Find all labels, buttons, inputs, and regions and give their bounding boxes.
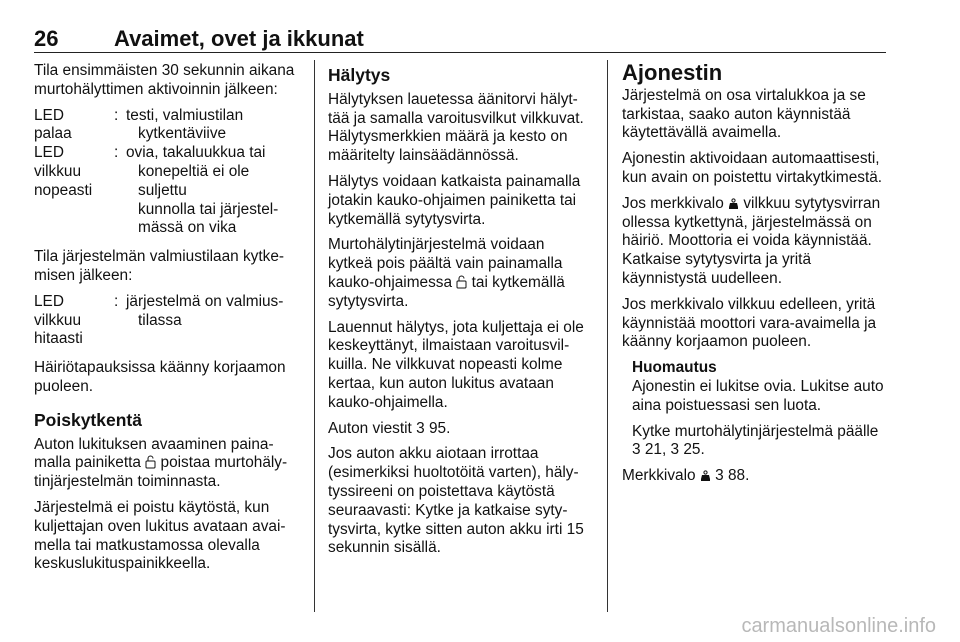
page-ref-link[interactable]: 21, (644, 441, 667, 459)
led-row (34, 293, 296, 349)
column-left (34, 62, 296, 581)
watermark[interactable]: carmanualsonline.info (741, 615, 936, 637)
led-value: järjestelmä on valmius- (126, 292, 284, 310)
page-number: 26 (34, 26, 59, 51)
note-paragraph: Ajonestin ei lukitse ovia. Lukitse auto aina poistuessasi sen luota. (632, 377, 884, 414)
halytys-paragraph: Hälytys voidaan katkaista painamalla jotakin kauko-ohjaimen painiketta tai kytkemällä sytytysvirta. (328, 172, 581, 228)
led-key-line: vilkkuu (34, 311, 82, 329)
led-key-line: LED (34, 106, 64, 124)
note-box (622, 359, 886, 460)
led-value-cont: kunnolla tai järjestel- (138, 200, 279, 218)
chapter-title: Avaimet, ovet ja ikkunat (114, 26, 364, 51)
led-value: ovia, takaluukkua tai (126, 144, 266, 162)
led-table-armed (34, 293, 296, 349)
halytys-paragraph: Hälytyksen lauetessa äänitorvi hälyttää ja samalla varoitusvilkut vilkkuvat. Hälytysmerkkien määrä ja kesto on määritelty lainsäädännössä. (328, 90, 584, 165)
led-value-cont: tilassa (138, 311, 182, 329)
led-key-line: hitaasti (34, 330, 83, 348)
page-header (34, 18, 886, 53)
column-right (622, 62, 886, 493)
immobiliser-car-key-icon (728, 197, 739, 211)
column-divider (314, 60, 315, 612)
ajonestin-paragraph: Jos merkkivalo vilkkuu sytytysvirran ollessa kytkettynä, järjestelmässä on häiriö. Moottoria ei voida käynnistää. Katkaise sytytysvirta ja yritä käynnistystä uudelleen. (622, 194, 881, 287)
note-paragraph: Kytke murtohälytinjärjestelmä päälle 3 21, 3 25. (632, 422, 879, 459)
immobiliser-car-key-icon (700, 469, 711, 483)
ajonestin-paragraph: Jos merkkivalo vilkkuu edelleen, yritä käynnistää moottori vara-avaimella ja käänny korjaamon puoleen. (622, 295, 877, 351)
cross-reference-arrow-icon: 3 (632, 441, 641, 459)
led-value-cont: mässä on vika (138, 219, 237, 237)
ajonestin-paragraph: Järjestelmä on osa virtalukkoa ja se tarkistaa, saako auton käynnistää käytettävällä avaimella. (622, 86, 866, 142)
ajonestin-heading: Ajonestin (622, 60, 723, 85)
fault-text: Häiriötapauksissa käänny korjaamon puoleen. (34, 359, 286, 395)
cross-reference-arrow-icon: 3 (715, 467, 724, 485)
vehicle-messages-ref: Auton viestit 3 95. (328, 419, 451, 437)
page-ref-link[interactable]: 88. (727, 467, 750, 485)
poiskytkenta-heading: Poiskytkentä (34, 409, 142, 430)
cross-reference-arrow-icon: 3 (416, 419, 425, 437)
state-after-text: Tila järjestelmän valmiustilaan kytkemisen jälkeen: (34, 248, 285, 284)
led-colon: : (114, 292, 119, 310)
led-key-line: palaa (34, 125, 72, 143)
unlock-icon (456, 275, 467, 289)
led-row (34, 107, 296, 145)
led-value: testi, valmiustilan (126, 106, 244, 124)
intro-text: Tila ensimmäisten 30 sekunnin aikana murtohälyttimen aktivoinnin jälkeen: (34, 62, 295, 98)
halytys-heading: Hälytys (328, 65, 391, 85)
poiskytkenta-paragraph: Auton lukituksen avaaminen painamalla painiketta poistaa murtohälytinjärjestelmän toiminnasta. (34, 435, 288, 491)
led-value-cont: kytkentäviive (138, 125, 227, 143)
indicator-ref: Merkkivalo 3 88. (622, 467, 750, 485)
led-colon: : (114, 144, 119, 162)
led-value-cont: konepeltiä ei ole suljettu (138, 162, 250, 199)
column-divider (607, 60, 608, 612)
page-ref-link[interactable]: 95. (428, 419, 451, 437)
led-key-line: vilkkuu (34, 162, 82, 180)
unlock-icon (145, 455, 156, 469)
led-colon: : (114, 106, 119, 124)
led-table-initial (34, 107, 296, 239)
page-ref-link[interactable]: 25. (683, 441, 705, 459)
halytys-paragraph: Jos auton akku aiotaan irrottaa (esimerkiksi huoltotöitä varten), hälytyssireeni on poistettava käytöstä seuraavasti: Kytke ja katkaise sytytysvirta, kytke sitten auton akku irti 15 sekunnin sisällä. (328, 445, 584, 557)
column-middle (328, 62, 592, 565)
halytys-paragraph: Lauennut hälytys, jota kuljettaja ei ole keskeyttänyt, ilmaistaan varoitusvilkuilla. Ne vilkkuvat nopeasti kolme kertaa, kun auton lukitus avataan kauko-ohjaimella. (328, 318, 584, 411)
note-title: Huomautus (632, 359, 717, 377)
halytys-paragraph: Murtohälytinjärjestelmä voidaan kytkeä pois päältä vain painamalla kauko-ohjaimessa tai kytkemällä sytytysvirta. (328, 236, 565, 310)
led-key-line: LED (34, 144, 64, 162)
led-key-line: LED (34, 292, 64, 310)
led-key-line: nopeasti (34, 181, 93, 199)
poiskytkenta-paragraph-2: Järjestelmä ei poistu käytöstä, kun kuljettajan oven lukitus avataan avaimella tai matkustamossa olevalla keskuslukituspainikkeella. (34, 498, 286, 573)
ajonestin-paragraph: Ajonestin aktivoidaan automaattisesti, kun avain on poistettu virtakytkimestä. (622, 150, 883, 186)
led-row (34, 144, 296, 238)
cross-reference-arrow-icon: 3 (670, 441, 680, 459)
